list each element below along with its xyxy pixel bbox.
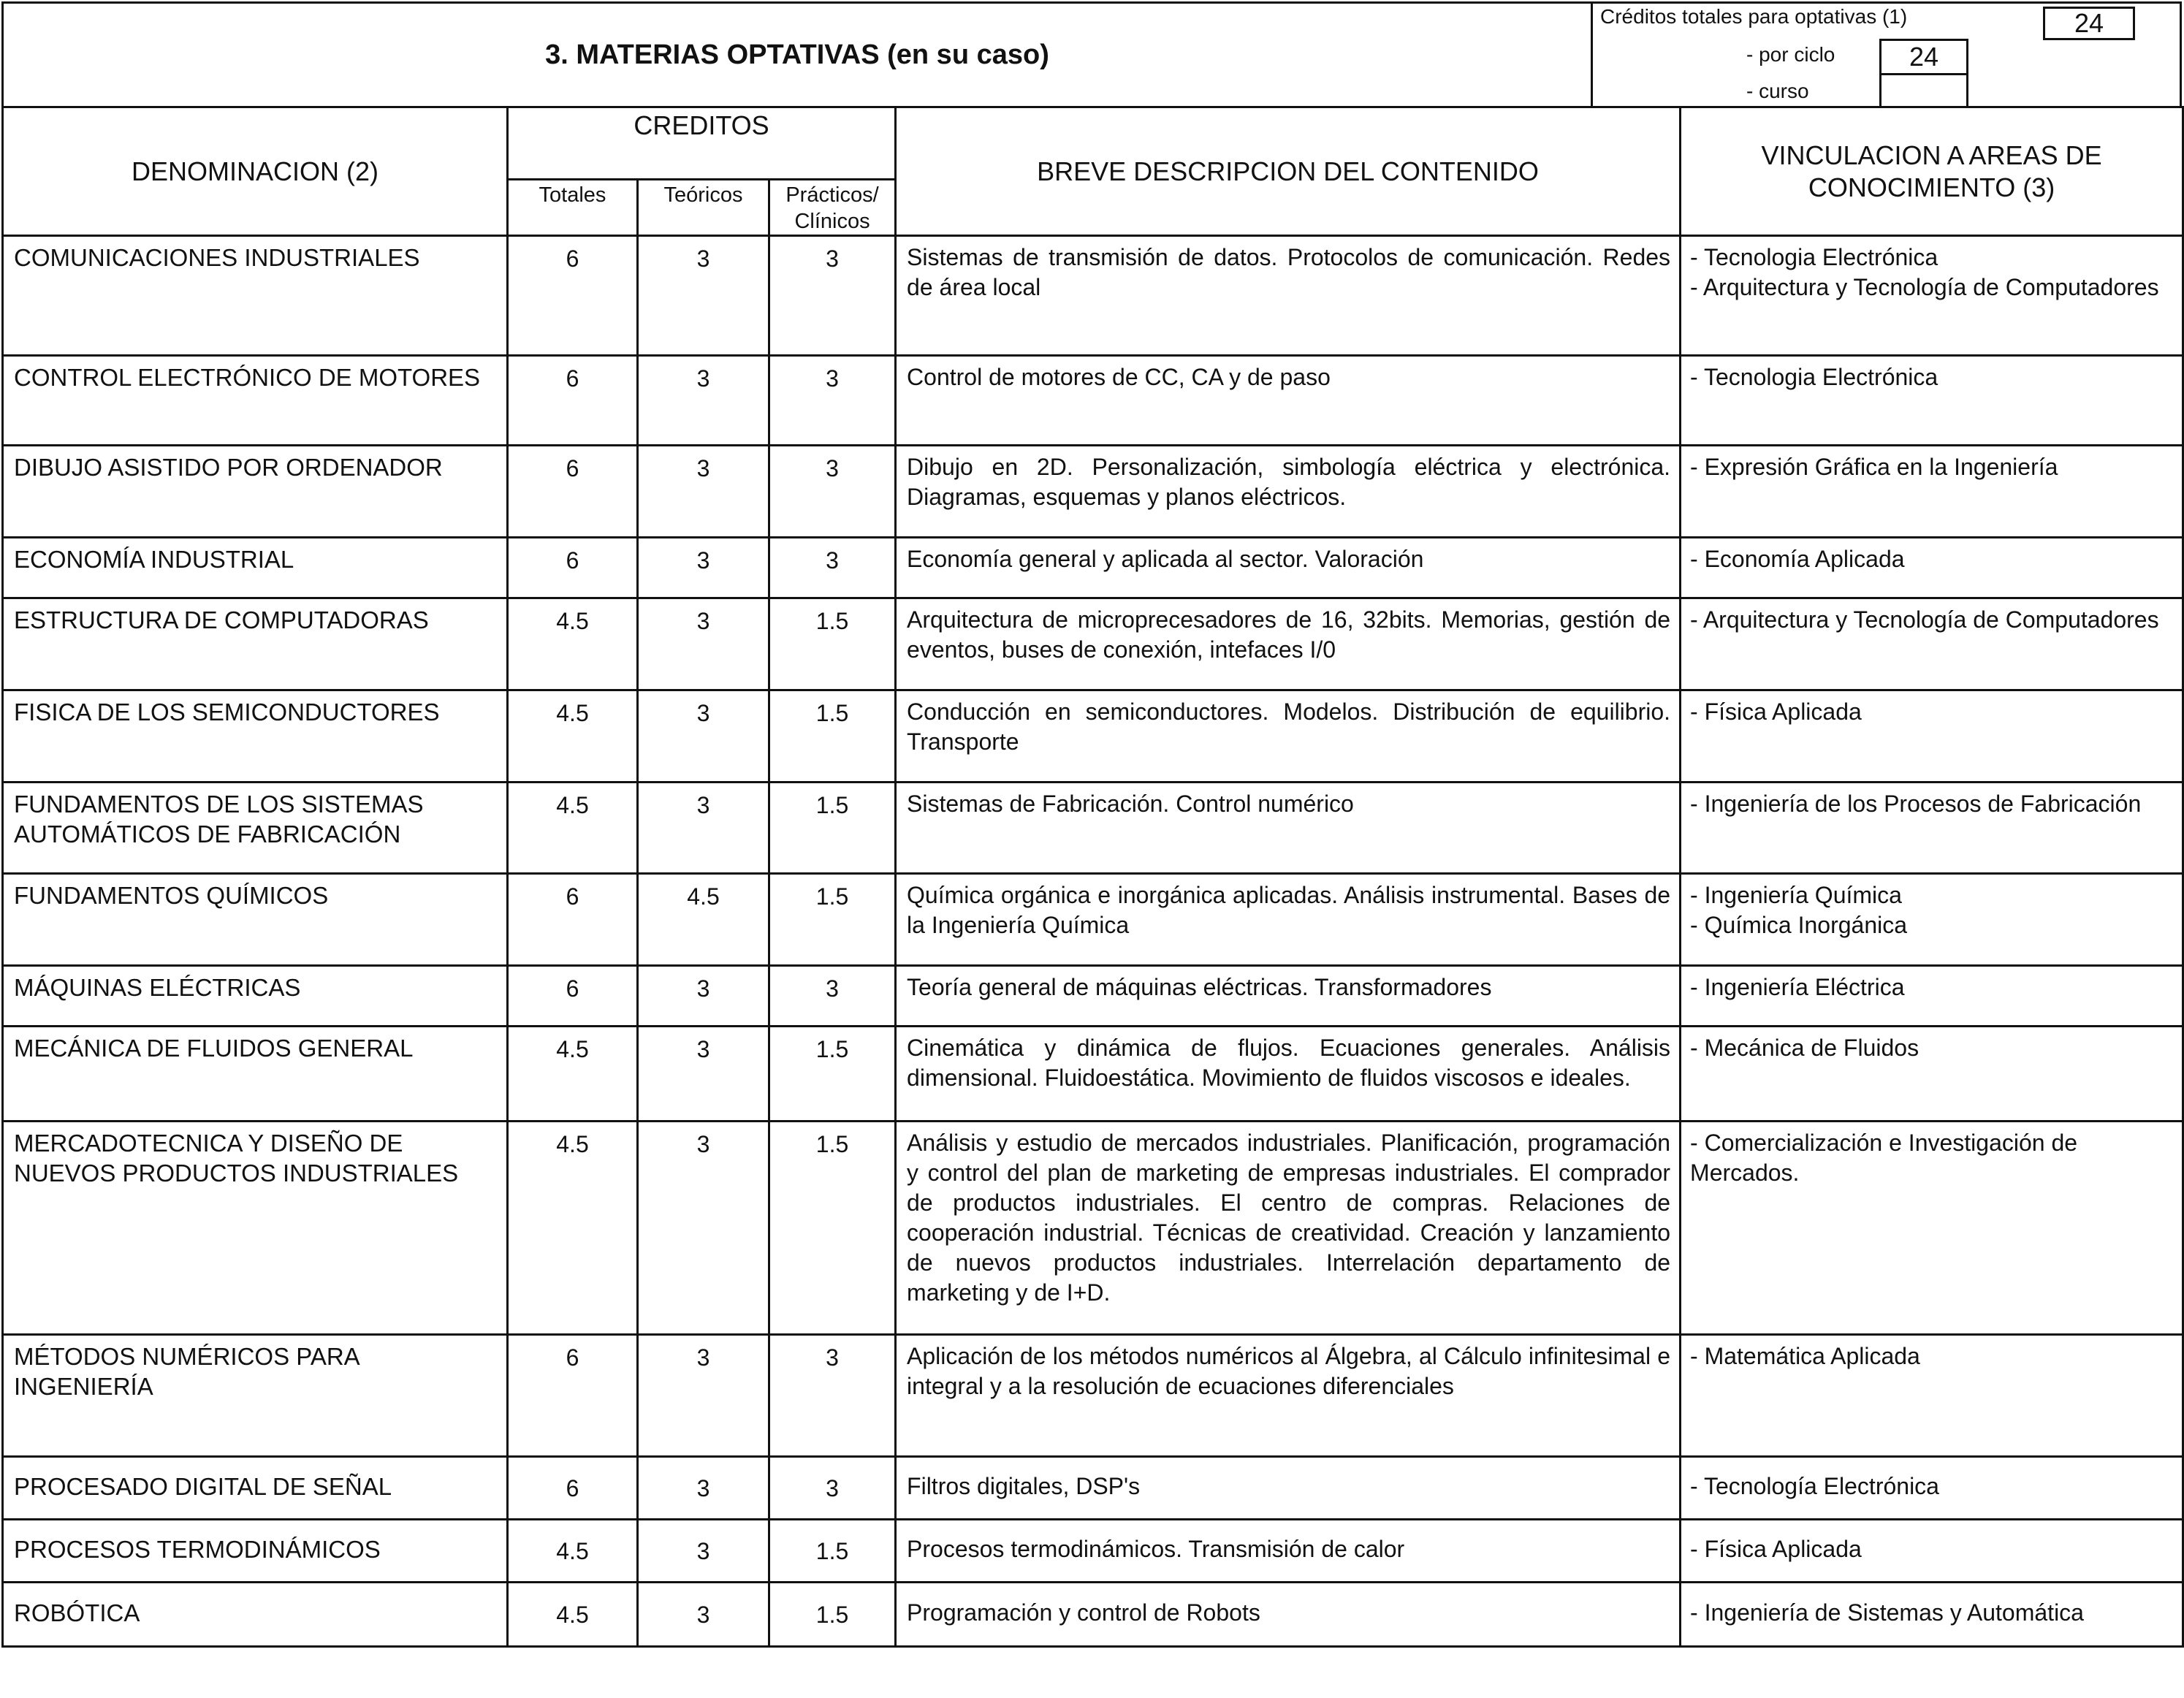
- knowledge-areas: [1681, 1027, 2183, 1122]
- content-description: Sistemas de Fabricación. Control numérico: [896, 783, 1681, 874]
- credits-totales: 4.5: [508, 1027, 638, 1122]
- header-creditos: CREDITOS: [508, 107, 896, 180]
- credits-teoricos: 3: [638, 966, 769, 1027]
- credits-practicos: 1.5: [769, 1122, 896, 1335]
- knowledge-areas: [1681, 598, 2183, 690]
- credits-practicos: 1.5: [769, 690, 896, 783]
- credits-practicos: 1.5: [769, 783, 896, 874]
- credits-teoricos: 3: [638, 1520, 769, 1583]
- content-description: Economía general y aplicada al sector. Valoración: [896, 538, 1681, 598]
- knowledge-area: - Ingeniería de Sistemas y Automática: [1690, 1599, 2084, 1626]
- header-totales: Totales: [508, 180, 638, 236]
- knowledge-area: - Arquitectura y Tecnología de Computadores: [1690, 606, 2159, 633]
- subject-name: FUNDAMENTOS QUÍMICOS: [3, 874, 508, 966]
- content-description: Procesos termodinámicos. Transmisión de calor: [896, 1520, 1681, 1583]
- knowledge-areas: [1681, 874, 2183, 966]
- knowledge-area: - Economía Aplicada: [1690, 546, 1905, 572]
- knowledge-areas: [1681, 966, 2183, 1027]
- subject-name: PROCESOS TERMODINÁMICOS: [3, 1520, 508, 1583]
- knowledge-area: - Ingeniería de los Procesos de Fabricación: [1690, 791, 2142, 817]
- knowledge-area: - Expresión Gráfica en la Ingeniería: [1690, 454, 2058, 480]
- header-practicos: Prácticos/ Clínicos: [769, 180, 896, 236]
- table-row: [3, 1122, 2183, 1335]
- subject-name: MECÁNICA DE FLUIDOS GENERAL: [3, 1027, 508, 1122]
- table-row: [3, 966, 2183, 1027]
- table-row: [3, 356, 2183, 446]
- credits-practicos: 1.5: [769, 874, 896, 966]
- knowledge-area: - Ingeniería Química: [1690, 882, 1902, 908]
- subject-name: COMUNICACIONES INDUSTRIALES: [3, 236, 508, 356]
- header-denominacion: DENOMINACION (2): [3, 107, 508, 236]
- knowledge-areas: [1681, 236, 2183, 356]
- credits-totales: 6: [508, 874, 638, 966]
- credits-teoricos: 3: [638, 1122, 769, 1335]
- credits-practicos: 1.5: [769, 1027, 896, 1122]
- credits-teoricos: 3: [638, 538, 769, 598]
- table-row: [3, 783, 2183, 874]
- knowledge-area: - Mecánica de Fluidos: [1690, 1035, 1919, 1061]
- per-course-label: - curso: [1746, 80, 1809, 102]
- content-description: Conducción en semiconductores. Modelos. Distribución de equilibrio. Transporte: [896, 690, 1681, 783]
- table-row: [3, 1520, 2183, 1583]
- credits-totales: 6: [508, 236, 638, 356]
- header-descripcion: BREVE DESCRIPCION DEL CONTENIDO: [896, 107, 1681, 236]
- knowledge-areas: [1681, 1457, 2183, 1520]
- credits-teoricos: 3: [638, 236, 769, 356]
- credits-teoricos: 3: [638, 598, 769, 690]
- content-description: Sistemas de transmisión de datos. Protocolos de comunicación. Redes de área local: [896, 236, 1681, 356]
- content-description: Aplicación de los métodos numéricos al Álgebra, al Cálculo infinitesimal e integral y a la resolución de ecuaciones diferenciales: [896, 1335, 1681, 1457]
- credits-totales: 6: [508, 1457, 638, 1520]
- knowledge-areas: [1681, 538, 2183, 598]
- credits-teoricos: 3: [638, 356, 769, 446]
- credits-teoricos: 3: [638, 690, 769, 783]
- content-description: Cinemática y dinámica de flujos. Ecuaciones generales. Análisis dimensional. Fluidoestática. Movimiento de fluidos viscosos e ideales.: [896, 1027, 1681, 1122]
- knowledge-area: - Tecnología Electrónica: [1690, 1473, 1939, 1499]
- credits-practicos: 1.5: [769, 598, 896, 690]
- credits-teoricos: 3: [638, 1457, 769, 1520]
- per-cycle-label: - por ciclo: [1746, 43, 1835, 66]
- knowledge-area: - Física Aplicada: [1690, 1536, 1862, 1562]
- credits-totales: 4.5: [508, 1122, 638, 1335]
- per-course-value: [1879, 73, 1968, 108]
- subjects-table: [1, 106, 2184, 1648]
- section-header: [1, 1, 2182, 108]
- subject-name: MÉTODOS NUMÉRICOS PARA INGENIERÍA: [3, 1335, 508, 1457]
- credits-teoricos: 4.5: [638, 874, 769, 966]
- credits-teoricos: 3: [638, 1583, 769, 1647]
- table-row: [3, 446, 2183, 538]
- knowledge-area: - Matemática Aplicada: [1690, 1343, 1920, 1369]
- credits-teoricos: 3: [638, 1027, 769, 1122]
- subject-name: ROBÓTICA: [3, 1583, 508, 1647]
- content-description: Control de motores de CC, CA y de paso: [896, 356, 1681, 446]
- credits-totales: 4.5: [508, 783, 638, 874]
- knowledge-area: - Física Aplicada: [1690, 698, 1862, 725]
- credits-practicos: 1.5: [769, 1520, 896, 1583]
- table-row: [3, 236, 2183, 356]
- subject-name: ECONOMÍA INDUSTRIAL: [3, 538, 508, 598]
- credits-practicos: 3: [769, 236, 896, 356]
- total-credits-label: Créditos totales para optativas (1): [1600, 5, 1908, 28]
- credits-practicos: 3: [769, 1335, 896, 1457]
- subject-name: DIBUJO ASISTIDO POR ORDENADOR: [3, 446, 508, 538]
- table-row: [3, 1583, 2183, 1647]
- table-row: [3, 1335, 2183, 1457]
- knowledge-areas: [1681, 356, 2183, 446]
- table-row: [3, 874, 2183, 966]
- knowledge-areas: [1681, 1335, 2183, 1457]
- credits-practicos: 1.5: [769, 1583, 896, 1647]
- credits-totales: 6: [508, 966, 638, 1027]
- per-cycle-value: 24: [1879, 39, 1968, 75]
- knowledge-area: - Química Inorgánica: [1690, 912, 1908, 938]
- subject-name: FISICA DE LOS SEMICONDUCTORES: [3, 690, 508, 783]
- subject-name: ESTRUCTURA DE COMPUTADORAS: [3, 598, 508, 690]
- credits-practicos: 3: [769, 966, 896, 1027]
- content-description: Análisis y estudio de mercados industriales. Planificación, programación y control del plan de marketing de empresas industriales. El comprador de productos industriales. El centro de compras. Relaciones de cooperación industrial. Técnicas de creatividad. Creación y lanzamiento de nuevos productos industriales. Interrelación departamento de marketing y de I+D.: [896, 1122, 1681, 1335]
- credits-totales: 6: [508, 1335, 638, 1457]
- credits-totales: 6: [508, 538, 638, 598]
- knowledge-areas: [1681, 1122, 2183, 1335]
- credits-totales: 4.5: [508, 1583, 638, 1647]
- table-row: [3, 1027, 2183, 1122]
- credits-totales: 4.5: [508, 1520, 638, 1583]
- knowledge-area: - Tecnologia Electrónica: [1690, 364, 1938, 390]
- content-description: Química orgánica e inorgánica aplicadas. Análisis instrumental. Bases de la Ingeniería Química: [896, 874, 1681, 966]
- knowledge-areas: [1681, 446, 2183, 538]
- header-vinculacion: VINCULACION A AREAS DE CONOCIMIENTO (3): [1681, 107, 2183, 236]
- subject-name: PROCESADO DIGITAL DE SEÑAL: [3, 1457, 508, 1520]
- credits-totales: 4.5: [508, 598, 638, 690]
- table-row: [3, 690, 2183, 783]
- subject-name: CONTROL ELECTRÓNICO DE MOTORES: [3, 356, 508, 446]
- total-credits-value: 24: [2043, 7, 2135, 40]
- knowledge-areas: [1681, 1583, 2183, 1647]
- credits-teoricos: 3: [638, 446, 769, 538]
- header-teoricos: Teóricos: [638, 180, 769, 236]
- credits-totales: 6: [508, 446, 638, 538]
- knowledge-area: - Tecnologia Electrónica: [1690, 244, 1938, 270]
- subject-name: MERCADOTECNICA Y DISEÑO DE NUEVOS PRODUCTOS INDUSTRIALES: [3, 1122, 508, 1335]
- knowledge-areas: [1681, 783, 2183, 874]
- knowledge-area: - Arquitectura y Tecnología de Computadores: [1690, 274, 2159, 300]
- credits-practicos: 3: [769, 1457, 896, 1520]
- credit-panel: [1593, 4, 2180, 106]
- credits-practicos: 3: [769, 446, 896, 538]
- content-description: Teoría general de máquinas eléctricas. Transformadores: [896, 966, 1681, 1027]
- table-row: [3, 538, 2183, 598]
- content-description: Programación y control de Robots: [896, 1583, 1681, 1647]
- table-row: [3, 1457, 2183, 1520]
- table-row: [3, 598, 2183, 690]
- section-title: 3. MATERIAS OPTATIVAS (en su caso): [4, 4, 1593, 106]
- subject-name: MÁQUINAS ELÉCTRICAS: [3, 966, 508, 1027]
- credits-practicos: 3: [769, 538, 896, 598]
- credits-teoricos: 3: [638, 1335, 769, 1457]
- credits-practicos: 3: [769, 356, 896, 446]
- knowledge-area: - Ingeniería Eléctrica: [1690, 974, 1905, 1000]
- content-description: Filtros digitales, DSP's: [896, 1457, 1681, 1520]
- content-description: Dibujo en 2D. Personalización, simbología eléctrica y electrónica. Diagramas, esquemas y planos eléctricos.: [896, 446, 1681, 538]
- credits-totales: 6: [508, 356, 638, 446]
- credits-teoricos: 3: [638, 783, 769, 874]
- content-description: Arquitectura de microprecesadores de 16, 32bits. Memorias, gestión de eventos, buses de conexión, intefaces I/0: [896, 598, 1681, 690]
- knowledge-areas: [1681, 690, 2183, 783]
- credits-totales: 4.5: [508, 690, 638, 783]
- knowledge-area: - Comercialización e Investigación de Mercados.: [1690, 1130, 2078, 1186]
- knowledge-areas: [1681, 1520, 2183, 1583]
- subject-name: FUNDAMENTOS DE LOS SISTEMAS AUTOMÁTICOS DE FABRICACIÓN: [3, 783, 508, 874]
